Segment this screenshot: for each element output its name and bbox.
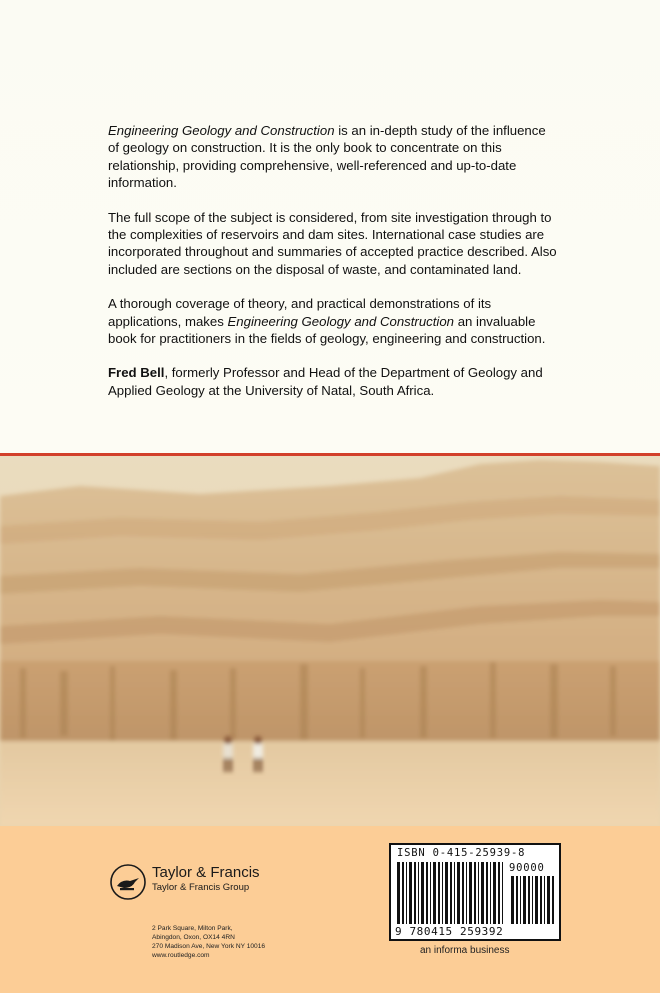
- barcode-bar: [544, 876, 545, 924]
- barcode-bar: [540, 876, 542, 924]
- blurb-paragraph-2: The full scope of the subject is considered, from site investigation through to the complexities of reservoirs and dam sites. International case studies are incorporated throughout and summaries of accepted practice described. Also included are sections on the disposal of waste, and contaminated land.: [108, 209, 557, 277]
- blurb-paragraph-3: [108, 295, 558, 347]
- informa-tagline: an informa business: [420, 945, 510, 956]
- barcode-bar: [457, 862, 460, 924]
- barcode-bar: [469, 862, 472, 924]
- author-name: Fred Bell: [108, 365, 165, 381]
- barcode-bar: [406, 862, 407, 924]
- isbn-barcode: [389, 843, 561, 941]
- lamp-logo-icon: [108, 862, 148, 902]
- barcode-bar: [474, 862, 476, 924]
- ean-barcode-bars: [397, 862, 505, 924]
- publisher-name: Taylor & Francis: [152, 864, 260, 881]
- isbn-number: ISBN 0-415-25939-8: [397, 847, 526, 859]
- publisher-address: [152, 924, 352, 960]
- ean-digits: 9 780415 259392: [395, 925, 504, 938]
- barcode-bar: [414, 862, 416, 924]
- barcode-bar: [502, 862, 503, 924]
- address-line: www.routledge.com: [152, 952, 210, 959]
- addon-barcode-bars: [511, 876, 555, 924]
- barcode-bar: [445, 862, 448, 924]
- landscape-illustration: [0, 456, 660, 826]
- barcode-bar: [535, 876, 538, 924]
- barcode-bar: [402, 862, 404, 924]
- barcode-bar: [438, 862, 440, 924]
- barcode-bar: [462, 862, 464, 924]
- blurb-text: A thorough coverage of theory, and practical demonstrations of its applications, makes: [108, 296, 492, 329]
- taylor-francis-logo: [108, 862, 148, 902]
- author-bio-text: , formerly Professor and Head of the Department of Geology and Applied Geology at the University of Natal, South Africa.: [108, 365, 543, 398]
- book-title-italic: Engineering Geology and Construction: [227, 313, 455, 329]
- barcode-bar: [430, 862, 431, 924]
- barcode-bar: [426, 862, 428, 924]
- blurb-text: an invaluable book for practitioners in the fields of geology, engineering and construction.: [108, 313, 546, 347]
- barcode-bar: [511, 876, 514, 924]
- barcode-bar: [516, 876, 518, 924]
- barcode-bar: [418, 862, 419, 924]
- book-title-italic: Engineering Geology and Construction: [108, 123, 335, 138]
- barcode-bar: [528, 876, 530, 924]
- barcode-bar: [466, 862, 467, 924]
- barcode-bar: [547, 876, 550, 924]
- barcode-bar: [397, 862, 400, 924]
- barcode-bar: [520, 876, 521, 924]
- barcode-bar: [523, 876, 526, 924]
- author-bio: [108, 364, 558, 399]
- publisher-brand: [152, 864, 260, 894]
- barcode-bar: [433, 862, 436, 924]
- barcode-bar: [532, 876, 533, 924]
- barcode-bar: [478, 862, 479, 924]
- address-line: 270 Madison Ave, New York NY 10016: [152, 943, 266, 950]
- barcode-bar: [409, 862, 412, 924]
- blurb-text: is an in-depth study of the influence of geology on construction. It is the only book to concentrate on this relationship, providing comprehensive, well-referenced and up-to-date information.: [108, 123, 546, 191]
- barcode-bar: [552, 876, 554, 924]
- barcode-bar: [490, 862, 491, 924]
- blurb-paragraph-1: [108, 122, 558, 192]
- back-cover-blurb: [108, 122, 558, 416]
- barcode-bar: [421, 862, 424, 924]
- cover-bottom-band: [0, 826, 660, 993]
- barcode-bar: [481, 862, 484, 924]
- publisher-group: Taylor & Francis Group: [152, 882, 250, 893]
- barcode-bar: [442, 862, 443, 924]
- barcode-bar: [493, 862, 496, 924]
- barcode-bar: [498, 862, 500, 924]
- barcode-bar: [450, 862, 452, 924]
- address-line: Abingdon, Oxon, OX14 4RN: [152, 934, 235, 941]
- barcode-addon-digits: 90000: [509, 862, 545, 874]
- address-line: 2 Park Square, Milton Park,: [152, 925, 233, 932]
- barcode-bar: [454, 862, 455, 924]
- cover-photo-landscape: [0, 456, 660, 826]
- barcode-bar: [486, 862, 488, 924]
